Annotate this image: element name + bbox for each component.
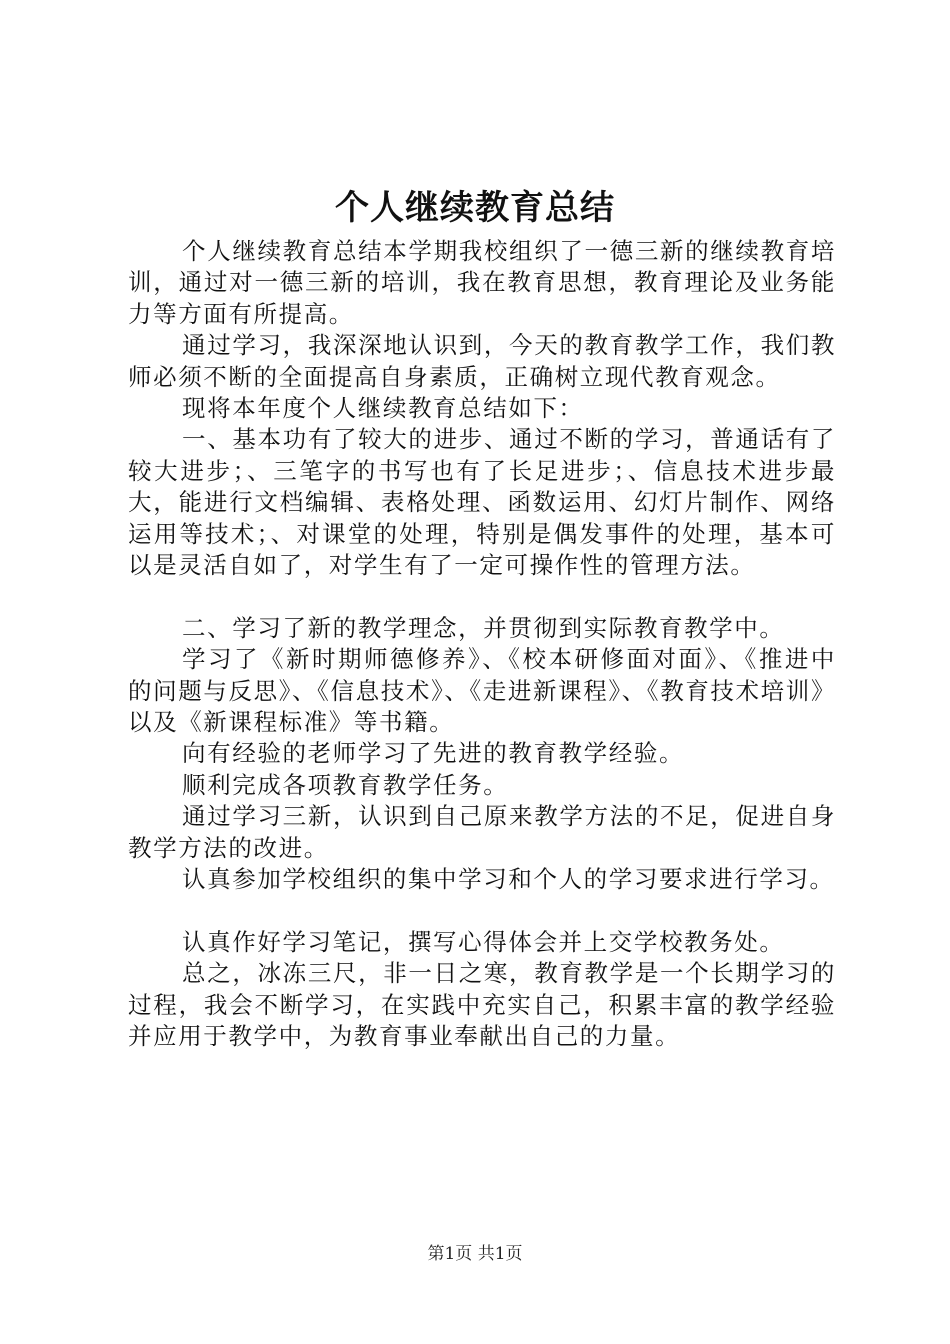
paragraph-notes: 认真作好学习笔记，撰写心得体会并上交学校教务处。 [182, 927, 785, 956]
paragraph-books: 学习了《新时期师德修养》、《校本研修面对面》、《推进中的问题与反思》、《信息技术》、《走进新课程》、《教育技术培训》以及《新课程标准》等书籍。 [128, 645, 836, 737]
paragraph-methods: 通过学习三新，认识到自己原来教学方法的不足，促进自身教学方法的改进。 [128, 802, 836, 862]
document-body [128, 236, 836, 1053]
paragraph-summary-lead: 现将本年度个人继续教育总结如下： [182, 394, 584, 423]
paragraph-intro: 个人继续教育总结本学期我校组织了一德三新的继续教育培训，通过对一德三新的培训，我在教育思想，教育理论及业务能力等方面有所提高。 [128, 237, 836, 328]
paragraph-experience: 向有经验的老师学习了先进的教育教学经验。 [182, 739, 685, 768]
paragraph-conclusion: 总之，冰冻三尺，非一日之寒，教育教学是一个长期学习的过程，我会不断学习，在实践中充实自己，积累丰富的教学经验并应用于教学中，为教育事业奉献出自己的力量。 [128, 959, 836, 1051]
paragraph-section-one: 一、基本功有了较大的进步、通过不断的学习，普通话有了较大进步；、三笔字的书写也有了长足进步；、信息技术进步最大，能进行文档编辑、表格处理、函数运用、幻灯片制作、网络运用等技术；、对课堂的处理，特别是偶发事件的处理，基本可以是灵活自如了，对学生有了一定可操作性的管理方法。 [128, 425, 836, 580]
paragraph-study: 认真参加学校组织的集中学习和个人的学习要求进行学习。 [182, 865, 835, 894]
page-footer: 第1页 共1页 [427, 1244, 523, 1264]
paragraph-realization: 通过学习，我深深地认识到，今天的教育教学工作，我们教师必须不断的全面提高自身素质，正确树立现代教育观念。 [128, 331, 836, 391]
paragraph-section-two: 二、学习了新的教学理念，并贯彻到实际教育教学中。 [182, 613, 785, 642]
document-title: 个人继续教育总结 [335, 188, 615, 228]
paragraph-tasks: 顺利完成各项教育教学任务。 [182, 770, 509, 799]
